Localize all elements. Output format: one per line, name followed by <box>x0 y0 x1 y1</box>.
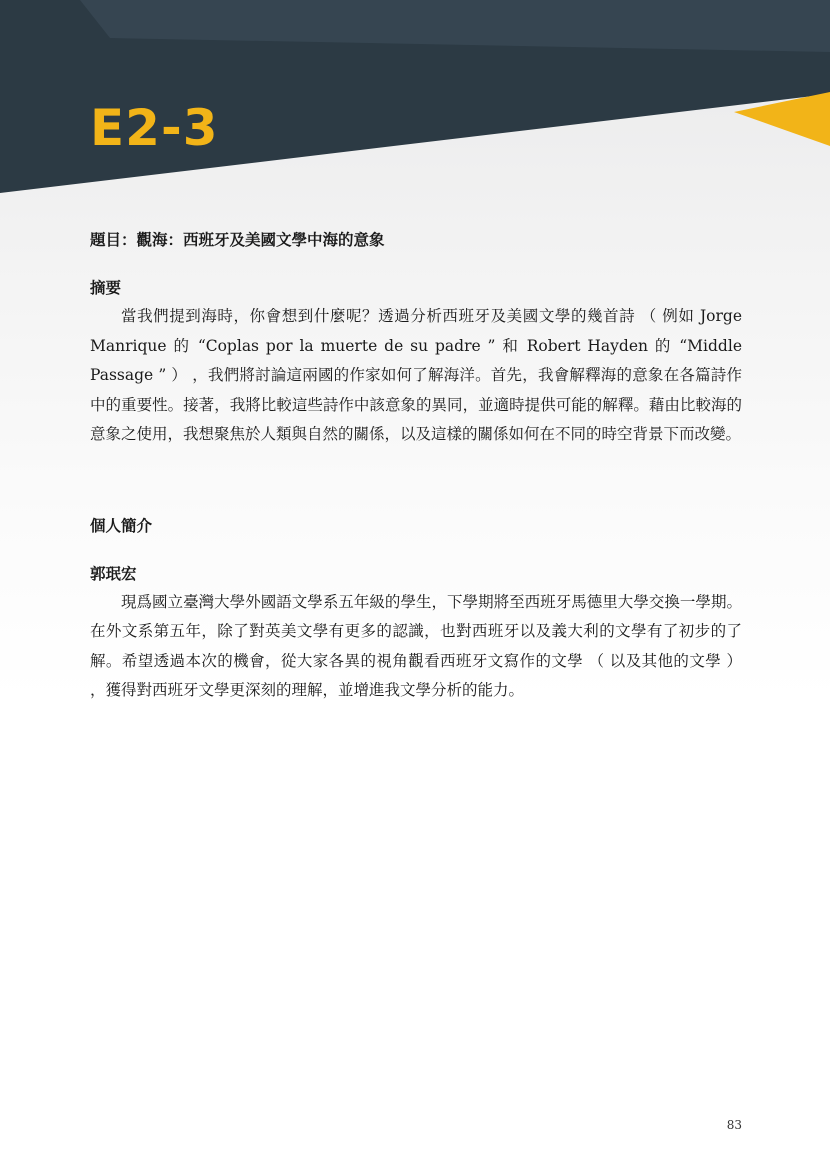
section-spacer <box>90 450 742 512</box>
page-number: 83 <box>726 1118 742 1132</box>
bio-spacer <box>90 540 742 560</box>
section-code: E2-3 <box>90 99 219 157</box>
bio-heading: 個人簡介 <box>90 516 153 535</box>
abstract-body: 當我們提到海時，你會想到什麼呢？透過分析西班牙及美國文學的幾首詩 （ 例如 Jorge Manrique 的 “Coplas por la muerte de su padre ” 和 Robert Hayden 的 “Middle Passage ” ） ，我們將討論這兩國的作家如何了解海洋。首先，我會解釋海的意象在各篇詩作中的重要性。接著，我將比較這些詩作中該意象的異同，並適時提供可能的解釋。藉由比較海的意象之使用，我想聚焦於人類與自然的關係，以及這樣的關係如何在不同的時空背景下而改變。 <box>90 307 742 443</box>
abstract-heading: 摘要 <box>90 279 122 297</box>
author-name: 郭珉宏 <box>90 564 137 583</box>
main-content <box>90 226 742 706</box>
paper-title: 題目：觀海：西班牙及美國文學中海的意象 <box>90 231 385 249</box>
bio-body: 現爲國立臺灣大學外國語文學系五年級的學生，下學期將至西班牙馬德里大學交換一學期。在外文系第五年，除了對英美文學有更多的認識，也對西班牙以及義大利的文學有了初步的了解。希望透過本次的機會，從大家各異的視角觀看西班牙文寫作的文學 （ 以及其他的文學 ） ，獲得對西班牙文學更深刻的理解，並增進我文學分析的能力。 <box>90 592 742 699</box>
